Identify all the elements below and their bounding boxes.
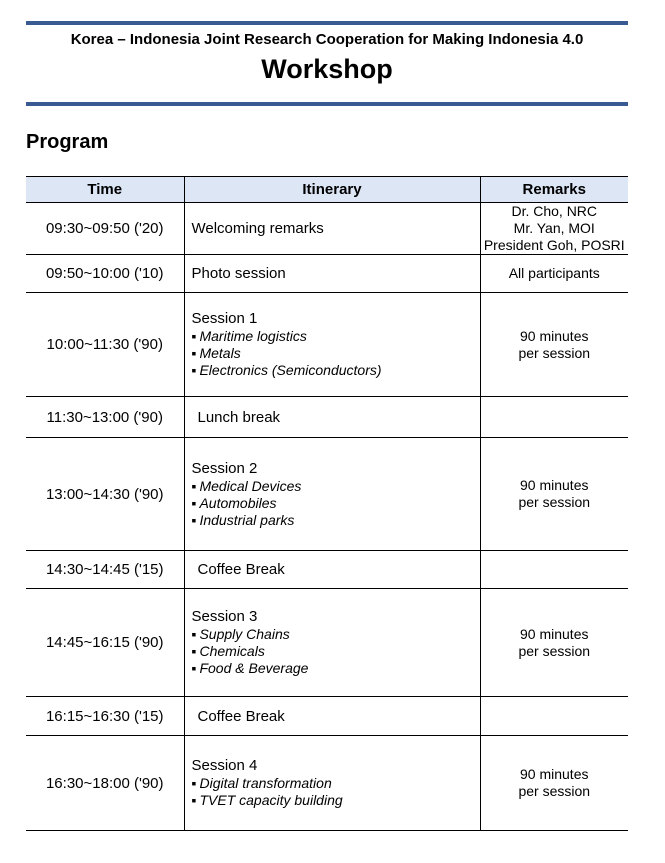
row-time: 13:00~14:30 ('90)	[26, 438, 184, 551]
remark-line: 90 minutes	[520, 327, 589, 344]
header-bottom-rule	[26, 102, 628, 106]
session-topic-label: Electronics (Semiconductors)	[199, 362, 382, 378]
session-topic-label: Industrial parks	[199, 511, 295, 528]
remark-line: 90 minutes	[520, 766, 589, 782]
session-topic-label: Supply Chains	[199, 626, 290, 642]
row-remarks	[480, 397, 628, 438]
session-topic-label: Digital transformation	[199, 775, 332, 791]
row-itinerary: Coffee Break	[184, 697, 480, 736]
remark-line: per session	[518, 344, 591, 361]
row-remarks	[480, 293, 628, 397]
session-topic	[192, 512, 480, 529]
program-heading: Program	[26, 131, 109, 153]
row-time: 14:30~14:45 ('15)	[26, 551, 184, 589]
bullet-icon: ▪	[191, 626, 197, 642]
column-header-time: Time	[26, 177, 184, 203]
session-topic	[192, 495, 480, 512]
remark-line: All participants	[508, 265, 600, 281]
row-remarks	[480, 589, 628, 697]
remark-line: 90 minutes	[520, 625, 589, 642]
column-header-remarks: Remarks	[480, 177, 628, 203]
row-time: 10:00~11:30 ('90)	[26, 293, 184, 397]
row-itinerary: Coffee Break	[184, 551, 480, 589]
table-header-row	[26, 177, 628, 203]
row-itinerary	[184, 438, 480, 551]
row-itinerary: Lunch break	[184, 397, 480, 438]
remark-line: Mr. Yan, MOI	[513, 220, 595, 236]
remark-line: per session	[518, 494, 591, 510]
row-time: 09:50~10:00 ('10)	[26, 255, 184, 293]
session-topic	[192, 643, 480, 660]
column-header-itinerary: Itinerary	[184, 177, 480, 203]
bullet-icon: ▪	[191, 328, 197, 344]
row-remarks	[480, 203, 628, 255]
row-remarks	[480, 736, 628, 831]
bullet-icon: ▪	[191, 477, 197, 494]
row-time: 14:45~16:15 ('90)	[26, 589, 184, 697]
bullet-icon: ▪	[191, 792, 197, 808]
session-title: Session 3	[191, 608, 258, 625]
remark-line: 90 minutes	[520, 477, 589, 493]
session-topic-label: Medical Devices	[199, 477, 302, 494]
row-remarks	[480, 255, 628, 293]
row-time: 16:30~18:00 ('90)	[26, 736, 184, 831]
document-title: Workshop	[261, 54, 393, 84]
bullet-icon: ▪	[191, 643, 197, 659]
session-topic-label: Maritime logistics	[199, 328, 307, 344]
session-topic-label: TVET capacity building	[199, 792, 343, 808]
row-remarks	[480, 551, 628, 589]
table-row	[26, 697, 628, 736]
row-itinerary: Welcoming remarks	[184, 203, 480, 255]
header-top-rule	[26, 21, 628, 25]
table-row	[26, 293, 628, 397]
row-itinerary	[184, 589, 480, 697]
program-table-body	[26, 203, 628, 831]
table-row	[26, 255, 628, 293]
session-topic-label: Food & Beverage	[199, 660, 309, 676]
session-topic	[192, 345, 480, 362]
session-topic	[192, 478, 480, 495]
session-topic	[192, 775, 480, 792]
bullet-icon: ▪	[191, 362, 197, 378]
session-topic	[192, 328, 480, 345]
program-table	[26, 176, 628, 831]
session-title: Session 4	[191, 757, 258, 774]
session-title: Session 2	[191, 459, 258, 477]
row-remarks	[480, 697, 628, 736]
session-title: Session 1	[191, 310, 258, 327]
session-topic	[192, 362, 480, 379]
bullet-icon: ▪	[191, 494, 197, 511]
row-itinerary: Photo session	[184, 255, 480, 293]
table-row	[26, 397, 628, 438]
session-topic-label: Automobiles	[199, 494, 277, 511]
remark-line: President Goh, POSRI	[483, 237, 625, 253]
table-row	[26, 551, 628, 589]
row-itinerary	[184, 736, 480, 831]
session-topic	[192, 660, 480, 677]
table-row	[26, 589, 628, 697]
remark-line: per session	[518, 783, 591, 799]
table-row	[26, 736, 628, 831]
remark-line: Dr. Cho, NRC	[511, 203, 598, 219]
table-row	[26, 438, 628, 551]
row-time: 11:30~13:00 ('90)	[26, 397, 184, 438]
session-topic	[192, 626, 480, 643]
bullet-icon: ▪	[191, 775, 197, 791]
document-subtitle: Korea – Indonesia Joint Research Cooperation for Making Indonesia 4.0	[70, 31, 584, 48]
bullet-icon: ▪	[191, 660, 197, 676]
row-itinerary	[184, 293, 480, 397]
row-time: 09:30~09:50 ('20)	[26, 203, 184, 255]
table-row	[26, 203, 628, 255]
row-time: 16:15~16:30 ('15)	[26, 697, 184, 736]
session-topic	[192, 792, 480, 809]
row-remarks	[480, 438, 628, 551]
session-topic-label: Metals	[199, 345, 241, 361]
session-topic-label: Chemicals	[199, 643, 265, 659]
bullet-icon: ▪	[191, 345, 197, 361]
remark-line: per session	[518, 642, 591, 659]
bullet-icon: ▪	[191, 511, 197, 528]
